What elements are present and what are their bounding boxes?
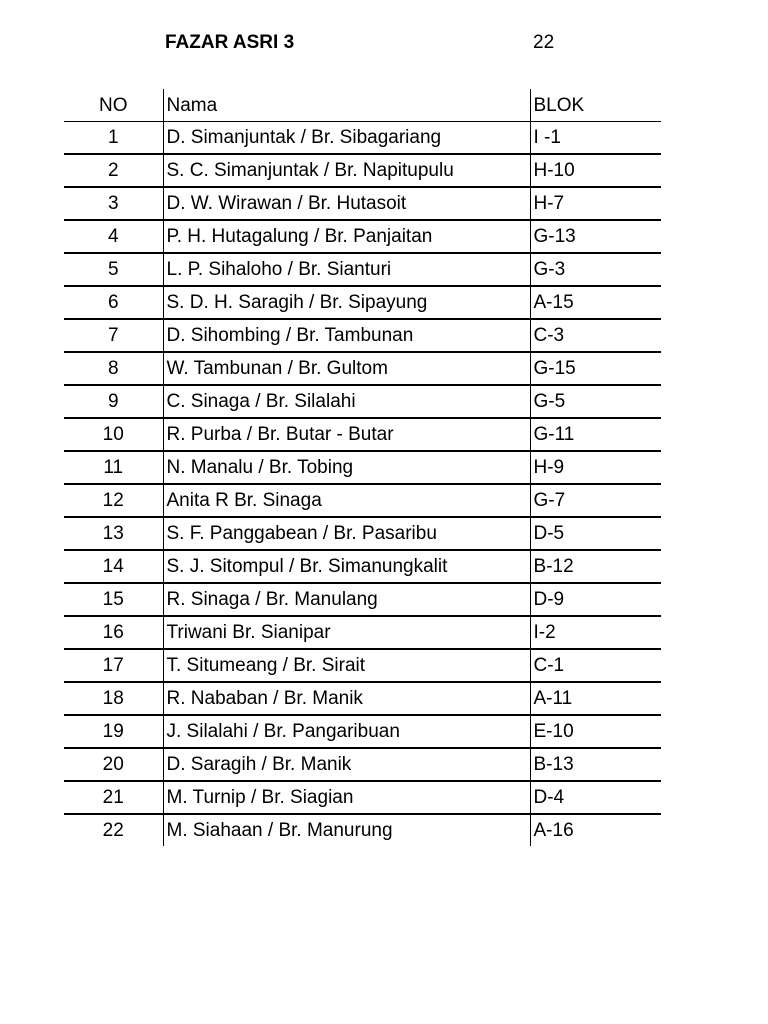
- table-row: [64, 715, 661, 748]
- table-row: [64, 484, 661, 517]
- table-row: [64, 385, 661, 418]
- resident-table: [64, 89, 661, 846]
- row-blok: H-7: [530, 187, 661, 220]
- table-row: [64, 253, 661, 286]
- row-blok: H-10: [530, 154, 661, 187]
- row-name: L. P. Sihaloho / Br. Sianturi: [163, 253, 530, 286]
- row-name: N. Manalu / Br. Tobing: [163, 451, 530, 484]
- row-name: Triwani Br. Sianipar: [163, 616, 530, 649]
- row-number: 19: [64, 715, 163, 748]
- table-row: [64, 649, 661, 682]
- row-blok: C-1: [530, 649, 661, 682]
- column-header-name: Nama: [163, 89, 530, 122]
- column-header-blok: BLOK: [530, 89, 661, 122]
- row-number: 18: [64, 682, 163, 715]
- row-blok: G-7: [530, 484, 661, 517]
- row-blok: I -1: [530, 122, 661, 155]
- row-blok: B-12: [530, 550, 661, 583]
- row-name: D. Sihombing / Br. Tambunan: [163, 319, 530, 352]
- row-number: 5: [64, 253, 163, 286]
- row-number: 13: [64, 517, 163, 550]
- row-number: 17: [64, 649, 163, 682]
- table-row: [64, 517, 661, 550]
- row-blok: D-4: [530, 781, 661, 814]
- row-name: R. Purba / Br. Butar - Butar: [163, 418, 530, 451]
- row-number: 12: [64, 484, 163, 517]
- row-blok: E-10: [530, 715, 661, 748]
- row-name: P. H. Hutagalung / Br. Panjaitan: [163, 220, 530, 253]
- row-number: 2: [64, 154, 163, 187]
- table-row: [64, 814, 661, 846]
- row-name: S. F. Panggabean / Br. Pasaribu: [163, 517, 530, 550]
- table-row: [64, 451, 661, 484]
- table-row: [64, 187, 661, 220]
- table-row: [64, 352, 661, 385]
- column-header-no: NO: [64, 89, 163, 122]
- row-name: S. C. Simanjuntak / Br. Napitupulu: [163, 154, 530, 187]
- table-row: [64, 550, 661, 583]
- table-row: [64, 583, 661, 616]
- table-row: [64, 122, 661, 155]
- row-name: W. Tambunan / Br. Gultom: [163, 352, 530, 385]
- row-number: 21: [64, 781, 163, 814]
- row-number: 15: [64, 583, 163, 616]
- row-number: 14: [64, 550, 163, 583]
- row-blok: A-11: [530, 682, 661, 715]
- row-number: 8: [64, 352, 163, 385]
- table-row: [64, 682, 661, 715]
- row-blok: G-11: [530, 418, 661, 451]
- row-blok: G-3: [530, 253, 661, 286]
- row-number: 22: [102, 820, 124, 841]
- row-name: J. Silalahi / Br. Pangaribuan: [163, 715, 530, 748]
- table-row: [64, 418, 661, 451]
- row-blok: C-3: [530, 319, 661, 352]
- table-row: [64, 154, 661, 187]
- table-row: [64, 286, 661, 319]
- row-number: 11: [64, 451, 163, 484]
- row-number: 10: [64, 418, 163, 451]
- row-number: 3: [64, 187, 163, 220]
- page-title: FAZAR ASRI 3: [165, 32, 295, 53]
- table-row: [64, 220, 661, 253]
- row-blok: I-2: [530, 616, 661, 649]
- row-name: S. J. Sitompul / Br. Simanungkalit: [163, 550, 530, 583]
- row-blok: D-9: [530, 583, 661, 616]
- row-number: 4: [64, 220, 163, 253]
- table-row: [64, 319, 661, 352]
- table-row: [64, 616, 661, 649]
- row-name: Anita R Br. Sinaga: [163, 484, 530, 517]
- row-name: M. Turnip / Br. Siagian: [163, 781, 530, 814]
- row-number: 20: [64, 748, 163, 781]
- row-name: C. Sinaga / Br. Silalahi: [163, 385, 530, 418]
- row-number: 6: [64, 286, 163, 319]
- row-blok: D-5: [530, 517, 661, 550]
- table-row: [64, 781, 661, 814]
- row-name: R. Nababan / Br. Manik: [163, 682, 530, 715]
- entry-count: 22: [533, 32, 555, 53]
- table-row: [64, 748, 661, 781]
- row-blok: G-13: [530, 220, 661, 253]
- row-name: M. Siahaan / Br. Manurung: [163, 814, 530, 846]
- table-body: [64, 122, 661, 847]
- row-number: 7: [64, 319, 163, 352]
- row-name: S. D. H. Saragih / Br. Sipayung: [163, 286, 530, 319]
- row-name: D. Saragih / Br. Manik: [163, 748, 530, 781]
- row-number: 1: [64, 122, 163, 155]
- row-name: D. W. Wirawan / Br. Hutasoit: [163, 187, 530, 220]
- row-blok: A-15: [530, 286, 661, 319]
- row-blok: H-9: [530, 451, 661, 484]
- table-header-row: [64, 89, 661, 122]
- row-blok: G-5: [530, 385, 661, 418]
- row-name: T. Situmeang / Br. Sirait: [163, 649, 530, 682]
- row-name: D. Simanjuntak / Br. Sibagariang: [163, 122, 530, 155]
- row-number: 9: [64, 385, 163, 418]
- row-blok: A-16: [530, 814, 661, 846]
- row-name: R. Sinaga / Br. Manulang: [163, 583, 530, 616]
- row-number: 16: [64, 616, 163, 649]
- row-blok: B-13: [530, 748, 661, 781]
- row-blok: G-15: [530, 352, 661, 385]
